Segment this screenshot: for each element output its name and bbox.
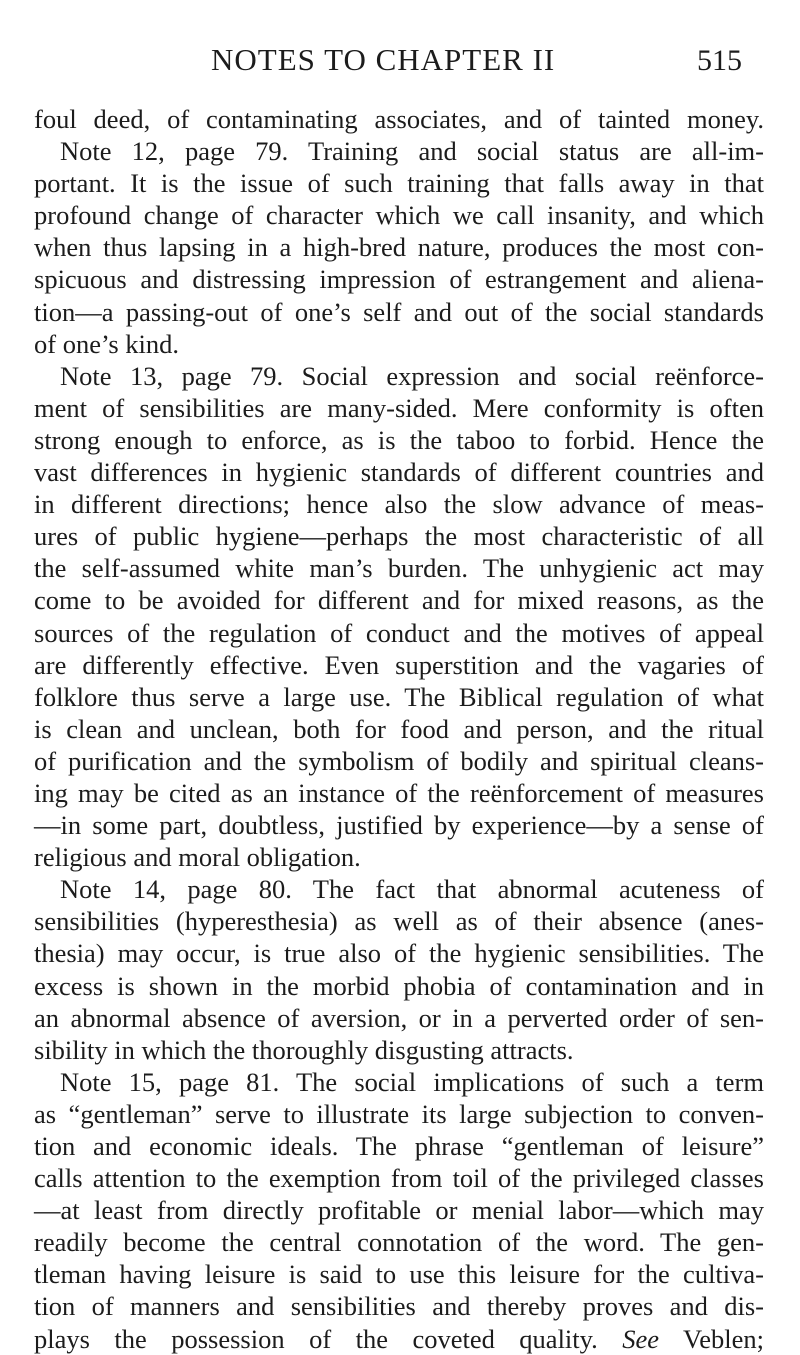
text-line: come to be avoided for different and for mixed reasons, as the <box>34 585 764 616</box>
text-line: folklore thus serve a large use. The Biblical regulation of what <box>34 681 764 712</box>
text-line: ures of public hygiene—perhaps the most characteristic of all <box>34 521 764 552</box>
text-line: sources of the regulation of conduct and the motives of appeal <box>34 617 764 648</box>
text-line: portant. It is the issue of such training that falls away in that <box>34 168 764 199</box>
final-line-start: plays the possession of the coveted quality. <box>34 1323 598 1354</box>
text-line: spicuous and distressing impression of estrangement and aliena- <box>34 264 764 295</box>
notes-body <box>34 103 764 1355</box>
text-line: of one’s kind. <box>34 328 179 359</box>
text-line: ment of sensibilities are many-sided. Mere conformity is often <box>34 392 764 423</box>
see-reference: See <box>622 1323 660 1354</box>
text-line: when thus lapsing in a high-bred nature, produces the most con- <box>34 232 764 263</box>
text-line: are differently effective. Even superstition and the vagaries of <box>34 649 764 680</box>
text-line: tleman having leisure is said to use this leisure for the cultiva- <box>34 1259 764 1290</box>
text-line: vast differences in hygienic standards of different countries and <box>34 457 764 488</box>
text-line: excess is shown in the morbid phobia of contamination and in <box>34 970 764 1001</box>
text-line: profound change of character which we call insanity, and which <box>34 200 764 231</box>
chapter-heading: NOTES TO CHAPTER II <box>211 42 556 77</box>
final-line-end: Veblen; <box>683 1323 764 1354</box>
text-line: readily become the central connotation of the word. The gen- <box>34 1227 764 1258</box>
page-number: 515 <box>697 44 742 77</box>
text-line: an abnormal absence of aversion, or in a perverted order of sen- <box>34 1002 764 1033</box>
final-text-line <box>34 1323 764 1355</box>
text-line: ing may be cited as an instance of the reënforcement of measures <box>34 777 764 808</box>
text-line: is clean and unclean, both for food and person, and the ritual <box>34 713 764 744</box>
text-line: sensibilities (hyperesthesia) as well as of their absence (anes- <box>34 906 764 937</box>
text-line: sibility in which the thoroughly disgusting attracts. <box>34 1034 574 1065</box>
text-line: the self-assumed white man’s burden. The unhygienic act may <box>34 553 764 584</box>
note-15-line: Note 15, page 81. The social implications of such a term <box>60 1066 764 1097</box>
text-line: tion—a passing-out of one’s self and out of the social standards <box>34 296 764 327</box>
text-line: as “gentleman” serve to illustrate its large subjection to conven- <box>34 1098 764 1129</box>
text-line: calls attention to the exemption from toil of the privileged classes <box>34 1163 764 1194</box>
note-13-line: Note 13, page 79. Social expression and social reënforce- <box>60 360 764 391</box>
text-line: thesia) may occur, is true also of the hygienic sensibilities. The <box>34 938 764 969</box>
text-line: foul deed, of contaminating associates, and of tainted money. <box>34 104 764 134</box>
note-12-line: Note 12, page 79. Training and social status are all-im- <box>60 136 764 167</box>
text-line: strong enough to enforce, as is the taboo to forbid. Hence the <box>34 424 764 455</box>
text-line: religious and moral obligation. <box>34 842 361 873</box>
text-line: in different directions; hence also the slow advance of meas- <box>34 489 764 520</box>
text-line: —at least from directly profitable or menial labor—which may <box>34 1195 764 1226</box>
text-line: —in some part, doubtless, justified by experience—by a sense of <box>34 810 764 841</box>
running-header <box>0 42 800 82</box>
text-line: tion and economic ideals. The phrase “gentleman of leisure” <box>34 1131 764 1161</box>
note-14-line: Note 14, page 80. The fact that abnormal acuteness of <box>60 874 764 905</box>
text-line: of purification and the symbolism of bodily and spiritual cleans- <box>34 745 764 776</box>
text-line: tion of manners and sensibilities and thereby proves and dis- <box>34 1291 764 1322</box>
